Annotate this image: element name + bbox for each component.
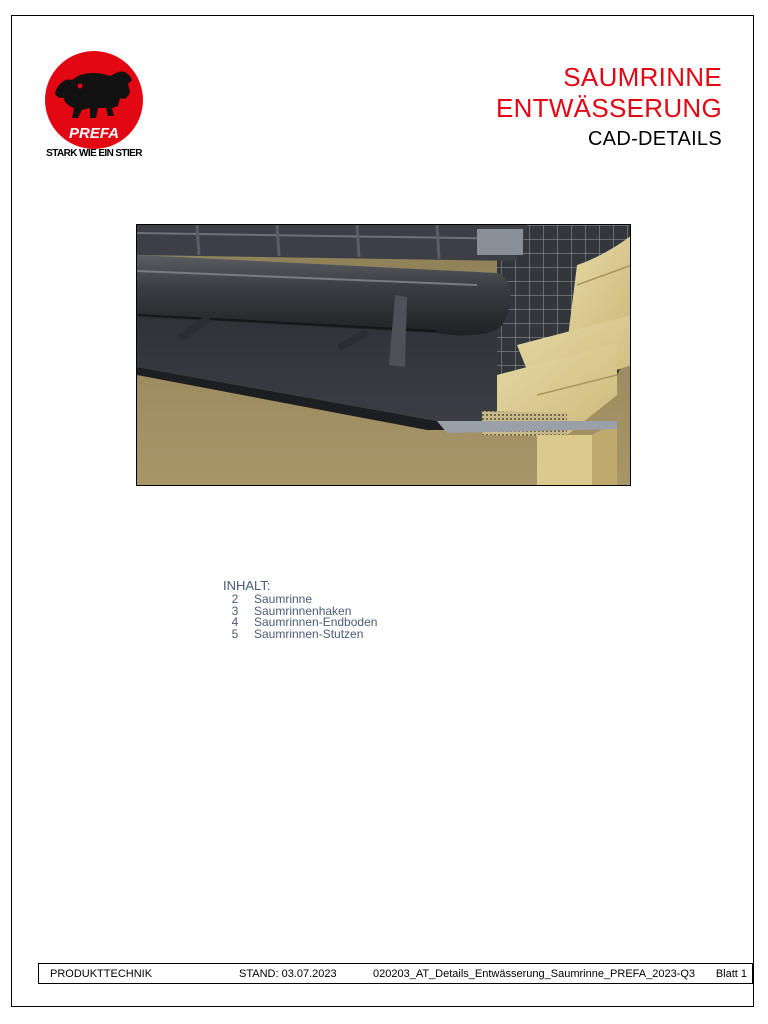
toc-item — [223, 626, 377, 641]
table-of-contents — [223, 578, 377, 640]
prefa-logo — [42, 46, 146, 162]
footer-department: PRODUKTTECHNIK — [50, 968, 153, 980]
title-block — [496, 62, 722, 152]
toc-item-label: Saumrinnen-Endboden — [254, 615, 378, 629]
gutter-render-image — [136, 224, 631, 486]
toc-item-number: 3 — [231, 603, 239, 618]
toc-item-label: Saumrinnenhaken — [254, 603, 352, 618]
toc-item-number: 4 — [231, 615, 239, 629]
svg-text:PREFA: PREFA — [68, 125, 120, 142]
footer-bar — [38, 963, 753, 984]
title-line-1: SAUMRINNE — [563, 62, 722, 92]
subtitle: CAD-DETAILS — [587, 128, 722, 150]
toc-item-label: Saumrinne — [254, 592, 313, 606]
brand-tagline: STARK WIE EIN STIER — [46, 148, 142, 159]
footer-filename: 020203_AT_Details_Entwässerung_Saumrinne_PREFA_2023-Q3 — [373, 968, 696, 980]
toc-item-number: 5 — [231, 626, 239, 641]
footer-date: STAND: 03.07.2023 — [239, 968, 337, 980]
title-line-2: ENTWÄSSERUNG — [495, 93, 722, 123]
toc-heading: INHALT: — [223, 578, 271, 593]
toc-item-number: 2 — [231, 592, 239, 606]
toc-item-label: Saumrinnen-Stutzen — [254, 626, 364, 641]
page-frame — [11, 15, 754, 1007]
footer-sheet-number: Blatt 1 — [715, 968, 747, 980]
